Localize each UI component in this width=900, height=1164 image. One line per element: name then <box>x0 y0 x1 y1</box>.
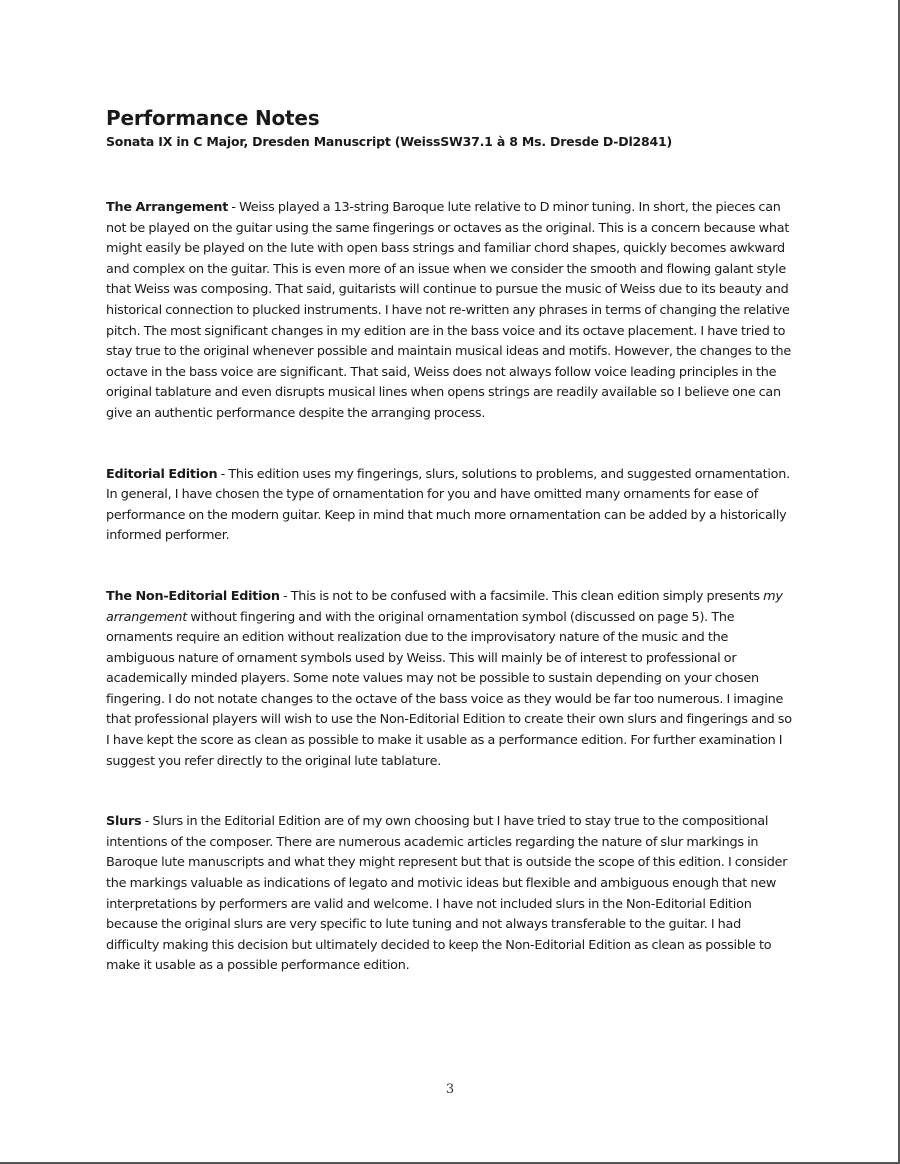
section-heading-arrangement: The Arrangement <box>106 200 229 215</box>
section-heading-editorial-edition: Editorial Edition <box>106 466 218 482</box>
page-number: 3 <box>445 1082 455 1097</box>
page-title: Performance Notes <box>106 106 320 130</box>
section-body-slurs: - Slurs in the Editorial Edition are of my own choosing but I have tried to stay true to the compositional intentions of the composer. There are numerous academic articles regarding the nature of slur markings in Baroque lute manuscripts and what they might represent but that is outside the scope of this edition. I consider the markings valuable as indications of legato and motivic ideas but flexible and ambiguous enough that new interpretations by performers are valid and welcome. I have not included slurs in the Non-Editorial Edition because the original slurs are very specific to lute tuning and not always transferable to the guitar. I had difficulty making this decision but ultimately decided to keep the Non-Editorial Edition as clean as possible to make it usable as a possible performance edition. <box>106 814 788 974</box>
section-heading-non-editorial-edition: The Non-Editorial Edition <box>106 588 280 604</box>
section-body-non-editorial-end: without fingering and with the original ornamentation symbol (discussed on page 5). The ornaments require an edition without realization due to the improvisatory nature of the music and the ambiguous nature of ornament symbols used by Weiss. This will mainly be of interest to professional or academically minded players. Some note values may not be possible to sustain depending on your chosen fingering. I do not notate changes to the octave of the bass voice as they would be far too numerous. I imagine that professional players will wish to use the Non-Editorial Edition to create their own slurs and fingerings and so I have kept the score as clean as possible to make it usable as a performance edition. For further examination I suggest you refer directly to the original lute tablature. <box>106 609 792 769</box>
section-body-non-editorial-emphasis: my arrangement <box>106 588 783 625</box>
section-body-arrangement: - Weiss played a 13-string Baroque lute relative to D minor tuning. In short, the pieces can not be played on the guitar using the same fingerings or octaves as the original. This is a concern because what might easily be played on the lute with open bass strings and familiar chord shapes, quickly becomes awkward and complex on the guitar. This is even more of an issue when we consider the smooth and flowing galant style that Weiss was composing. That said, guitarists will continue to pursue the music of Weiss due to its beauty and historical connection to plucked instruments. I have not re-written any phrases in terms of changing the relative pitch. The most significant changes in my edition are in the bass voice and its octave placement. I have tried to stay true to the original whenever possible and maintain musical ideas and motifs. However, the changes to the octave in the bass voice are significant. That said, Weiss does not always follow voice leading principles in the original tablature and even disrupts musical lines when opens strings are readily available so I believe one can give an authentic performance despite the arranging process. <box>106 200 791 421</box>
section-editorial-edition <box>106 465 794 547</box>
section-heading-slurs: Slurs <box>106 814 142 830</box>
page-content <box>106 104 794 977</box>
section-non-editorial-edition <box>106 587 794 772</box>
section-arrangement <box>106 198 794 425</box>
page-subtitle: Sonata IX in C Major, Dresden Manuscript (WeissSW37.1 à 8 Ms. Dresde D-Dl2841) <box>106 134 673 149</box>
section-body-non-editorial-start: - This is not to be confused with a facsimile. This clean edition simply presents <box>279 588 764 604</box>
section-slurs <box>106 812 794 977</box>
section-body-editorial-edition: - This edition uses my fingerings, slurs, solutions to problems, and suggested ornamentation. In general, I have chosen the type of ornamentation for you and have omitted many ornaments for ease of performance on the modern guitar. Keep in mind that much more ornamentation can be added by a historically informed performer. <box>106 466 790 544</box>
